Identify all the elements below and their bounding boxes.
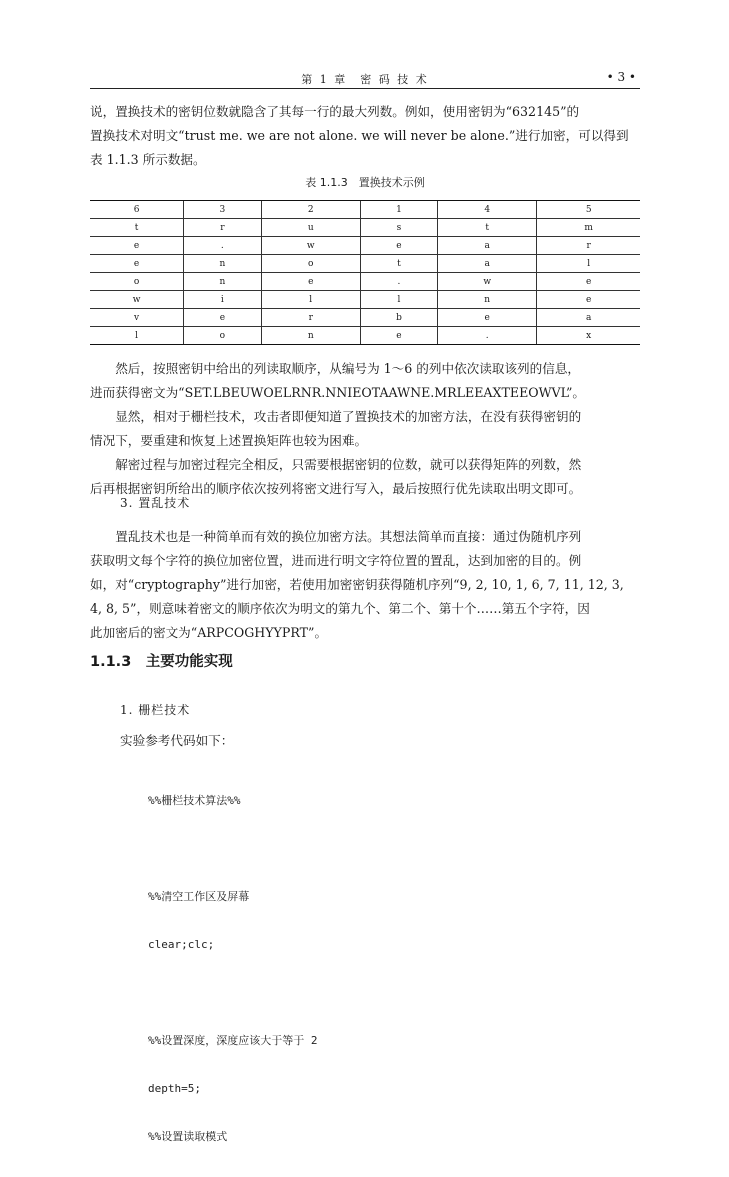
table-cell: n [184, 255, 261, 273]
table-cell: . [360, 273, 437, 291]
code-line [148, 841, 648, 857]
table-cell: o [261, 255, 360, 273]
code-line: %%设置读取模式 [148, 1130, 228, 1143]
table-cell: n [261, 327, 360, 345]
table-cell: 5 [537, 201, 640, 219]
table-cell: 2 [261, 201, 360, 219]
table-row [90, 309, 640, 327]
section-heading: 1.1.3 主要功能实现 [90, 654, 233, 670]
table-cell: e [90, 237, 184, 255]
intro-paragraph [90, 100, 640, 172]
table-cell: l [537, 255, 640, 273]
table-cell: l [360, 291, 437, 309]
text-line: 置乱技术也是一种简单而有效的换位加密方法。其想法简单而直接：通过伪随机序列 [90, 529, 582, 544]
table-cell: w [438, 273, 537, 291]
chapter-title: 第 1 章 密 码 技 术 [301, 73, 429, 86]
table-cell: n [184, 273, 261, 291]
table-cell: l [90, 327, 184, 345]
table-row [90, 219, 640, 237]
table-cell: t [90, 219, 184, 237]
table-caption: 表 1.1.3 置换技术示例 [305, 176, 425, 189]
table-cell: r [537, 237, 640, 255]
code-line: %%设置深度，深度应该大于等于 2 [148, 1034, 318, 1047]
text-line: 情况下，要重建和恢复上述置换矩阵也较为困难。 [90, 433, 368, 448]
table-cell: o [90, 273, 184, 291]
table-cell: 3 [184, 201, 261, 219]
code-line [148, 985, 648, 1001]
running-header [90, 70, 640, 89]
table-cell: w [90, 291, 184, 309]
text-line: 4, 8, 5”，则意味着密文的顺序依次为明文的第九个、第二个、第十个……第五个字符，因 [90, 601, 590, 616]
table-cell: e [261, 273, 360, 291]
table-cell: t [360, 255, 437, 273]
scramble-paragraph [90, 525, 640, 645]
text-line: 获取明文每个字符的换位加密位置，进而进行明文字符位置的置乱，达到加密的目的。例 [90, 553, 582, 568]
table-cell: l [261, 291, 360, 309]
table-row [90, 201, 640, 219]
text-line: 进而获得密文为“SET.LBEUWOELRNR.NNIEOTAAWNE.MRLEEAXTEEOWVL”。 [90, 385, 585, 400]
table-cell: b [360, 309, 437, 327]
table-cell: 4 [438, 201, 537, 219]
table-row [90, 327, 640, 345]
text-line: 然后，按照密钥中给出的列读取顺序，从编号为 1～6 的列中依次读取该列的信息， [90, 361, 581, 376]
code-line: clear;clc; [148, 938, 215, 951]
table-cell: a [438, 237, 537, 255]
table-cell: i [184, 291, 261, 309]
table-cell: e [360, 327, 437, 345]
text-line: 后再根据密钥所给出的顺序依次按列将密文进行写入，最后按照行优先读取出明文即可。 [90, 481, 582, 496]
text-line: 如，对“cryptography”进行加密，若使用加密密钥获得随机序列“9, 2, 10, 1, 6, 7, 11, 12, 3, [90, 577, 624, 592]
table-cell: e [438, 309, 537, 327]
text-line: 解密过程与加密过程完全相反，只需要根据密钥的位数，就可以获得矩阵的列数，然 [90, 457, 582, 472]
table-cell: 6 [90, 201, 184, 219]
table-cell: m [537, 219, 640, 237]
table-row [90, 237, 640, 255]
code-line: %%栅栏技术算法%% [148, 794, 241, 807]
table-cell: e [537, 273, 640, 291]
table-cell: r [184, 219, 261, 237]
code-line: depth=5; [148, 1082, 201, 1095]
table-cell: . [438, 327, 537, 345]
text-line: 显然，相对于栅栏技术，攻击者即便知道了置换技术的加密方法，在没有获得密钥的 [90, 409, 582, 424]
table-cell: e [537, 291, 640, 309]
table-cell: a [438, 255, 537, 273]
table-row [90, 255, 640, 273]
table-cell: e [184, 309, 261, 327]
text-line: 实验参考代码如下： [120, 733, 234, 748]
body-paragraphs [90, 357, 640, 501]
table-row [90, 273, 640, 291]
subsection-title-scramble: 3. 置乱技术 [120, 496, 191, 510]
table-cell: 1 [360, 201, 437, 219]
code-intro [120, 729, 640, 753]
table-cell: t [438, 219, 537, 237]
table-cell: . [184, 237, 261, 255]
table-cell: e [360, 237, 437, 255]
table-cell: a [537, 309, 640, 327]
table-cell: s [360, 219, 437, 237]
table-cell: w [261, 237, 360, 255]
table-cell: u [261, 219, 360, 237]
text-line: 说，置换技术的密钥位数就隐含了其每一行的最大列数。例如，使用密钥为“632145”的 [90, 104, 580, 119]
text-line: 此加密后的密文为“ARPCOGHYYPRT”。 [90, 625, 328, 640]
code-block [148, 761, 648, 1177]
table-cell: x [537, 327, 640, 345]
code-line: %%清空工作区及屏幕 [148, 890, 250, 903]
transposition-table [90, 200, 640, 345]
subsection-title-rail-fence: 1. 栅栏技术 [120, 703, 191, 717]
table-cell: v [90, 309, 184, 327]
table-cell: n [438, 291, 537, 309]
text-line: 表 1.1.3 所示数据。 [90, 152, 206, 167]
table-cell: r [261, 309, 360, 327]
table-cell: e [90, 255, 184, 273]
page-number: • 3 • [606, 70, 636, 84]
text-line: 置换技术对明文“trust me. we are not alone. we will never be alone.”进行加密，可以得到 [90, 128, 629, 143]
table-row [90, 291, 640, 309]
table-cell: o [184, 327, 261, 345]
